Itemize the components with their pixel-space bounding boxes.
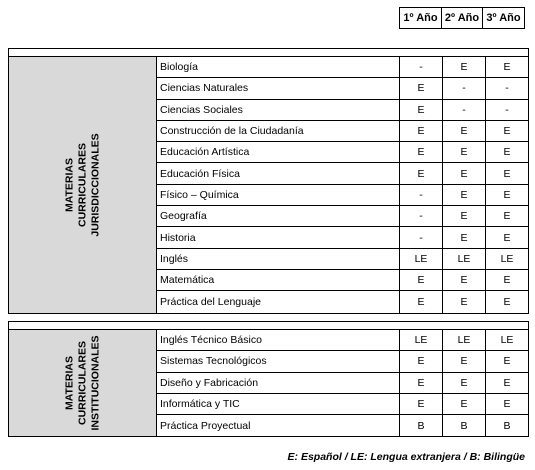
subject-name: Práctica Proyectual — [157, 415, 400, 436]
subject-rows — [157, 57, 528, 313]
year-3-value: - — [505, 82, 509, 95]
year-2-value: E — [443, 121, 486, 141]
year-3-value: E — [503, 355, 511, 368]
year-header-2: 2º Año — [441, 7, 484, 29]
table-row — [157, 57, 528, 78]
year-2-value: B — [443, 415, 486, 436]
table-row — [157, 415, 528, 436]
subject-name: Inglés Técnico Básico — [157, 330, 400, 350]
year-3-value: E — [503, 146, 511, 159]
year-3-value: E — [503, 210, 511, 223]
year-2-value: E — [443, 291, 486, 312]
table-row — [157, 373, 528, 394]
year-3-value: E — [503, 167, 511, 180]
table-row — [157, 394, 528, 415]
table-row — [157, 270, 528, 291]
year-2-value: LE — [443, 249, 486, 269]
subject-name: Biología — [157, 57, 400, 77]
subject-name: Físico – Química — [157, 185, 400, 205]
year-1-value: E — [400, 394, 443, 414]
year-2-value: E — [443, 227, 486, 247]
year-1-value: E — [400, 100, 443, 120]
year-1-value: E — [400, 351, 443, 371]
subject-name: Geografía — [157, 206, 400, 226]
subject-rows — [157, 330, 528, 436]
subject-name: Ciencias Sociales — [157, 100, 400, 120]
year-3-value: - — [505, 103, 509, 116]
year-2-value: E — [443, 394, 486, 414]
year-1-value: - — [400, 227, 443, 247]
year-1-value: B — [400, 415, 443, 436]
year-1-value: E — [400, 78, 443, 98]
subject-name: Práctica del Lenguaje — [157, 291, 400, 312]
year-2-value: E — [443, 373, 486, 393]
year-3-value: E — [503, 398, 511, 411]
year-1-value: E — [400, 291, 443, 312]
table-row — [157, 142, 528, 163]
year-2-value: E — [443, 270, 486, 290]
subject-name: Educación Física — [157, 163, 400, 183]
year-1-value: E — [400, 163, 443, 183]
table-row — [157, 330, 528, 351]
table-row — [157, 227, 528, 248]
table-row — [157, 121, 528, 142]
table-row — [157, 291, 528, 312]
subject-name: Diseño y Fabricación — [157, 373, 400, 393]
subject-name: Sistemas Tecnológicos — [157, 351, 400, 371]
subject-name: Inglés — [157, 249, 400, 269]
table-row — [157, 206, 528, 227]
institutional-subjects-table — [8, 321, 529, 437]
year-3-value: E — [503, 61, 511, 74]
year-2-value: E — [443, 142, 486, 162]
year-2-value: LE — [443, 330, 486, 350]
year-3-value: E — [503, 125, 511, 138]
table-row — [157, 163, 528, 184]
year-header — [399, 7, 524, 29]
subject-name: Construcción de la Ciudadanía — [157, 121, 400, 141]
table-top-strip — [9, 322, 528, 330]
table-row — [157, 185, 528, 206]
year-3-value: E — [503, 274, 511, 287]
year-2-value: E — [443, 351, 486, 371]
year-3-value: E — [503, 295, 511, 308]
year-3-value: E — [503, 376, 511, 389]
year-1-value: E — [400, 270, 443, 290]
year-1-value: E — [400, 373, 443, 393]
table-top-strip — [9, 49, 528, 57]
legend: E: Español / LE: Lengua extranjera / B: Bilingüe — [287, 451, 525, 463]
year-2-value: - — [443, 78, 486, 98]
jurisdictional-subjects-table — [8, 48, 529, 314]
year-3-value: B — [503, 419, 511, 432]
year-header-3: 3º Año — [482, 7, 525, 29]
group-label-jurisdiccionales — [9, 57, 157, 313]
year-2-value: E — [443, 57, 486, 77]
year-1-value: - — [400, 57, 443, 77]
year-2-value: - — [443, 100, 486, 120]
table-row — [157, 78, 528, 99]
year-header-1: 1º Año — [399, 7, 442, 29]
year-1-value: E — [400, 121, 443, 141]
year-3-value: LE — [500, 252, 514, 265]
year-2-value: E — [443, 206, 486, 226]
year-1-value: - — [400, 185, 443, 205]
year-1-value: LE — [400, 249, 443, 269]
subject-name: Matemática — [157, 270, 400, 290]
year-1-value: LE — [400, 330, 443, 350]
group-label-text: MATERIAS CURRICULARES JURISDICCIONALES — [63, 133, 101, 237]
group-label-text: MATERIAS CURRICULARES INSTITUCIONALES — [63, 335, 101, 431]
table-row — [157, 100, 528, 121]
subject-name: Ciencias Naturales — [157, 78, 400, 98]
year-3-value: E — [503, 231, 511, 244]
year-2-value: E — [443, 163, 486, 183]
year-2-value: E — [443, 185, 486, 205]
table-row — [157, 351, 528, 372]
subject-name: Historia — [157, 227, 400, 247]
group-label-institucionales — [9, 330, 157, 436]
table-row — [157, 249, 528, 270]
year-1-value: E — [400, 142, 443, 162]
subject-name: Informática y TIC — [157, 394, 400, 414]
year-3-value: E — [503, 188, 511, 201]
subject-name: Educación Artística — [157, 142, 400, 162]
year-1-value: - — [400, 206, 443, 226]
year-3-value: LE — [500, 334, 514, 347]
